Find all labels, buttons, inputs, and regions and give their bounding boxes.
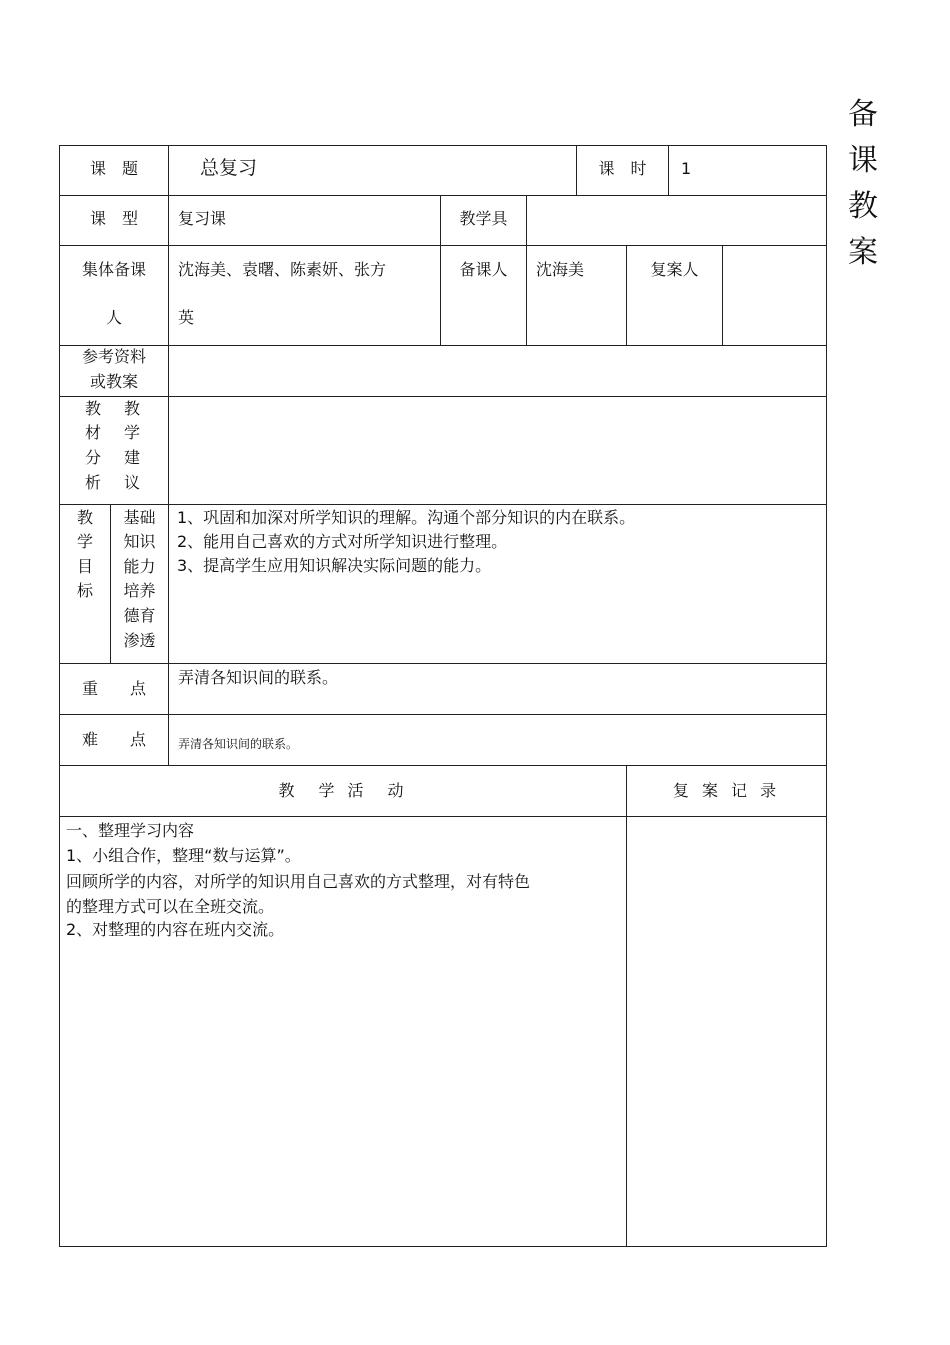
table-border (626, 765, 627, 1247)
table-border (59, 195, 827, 196)
review-record-header: 复 案 记 录 (672, 781, 781, 800)
table-border (722, 245, 723, 345)
suggestion-label: 教 (123, 399, 140, 418)
table-border (668, 145, 669, 195)
goals-label: 标 (76, 581, 93, 600)
activity-line: 1、小组合作，整理“数与运算”。 (66, 846, 301, 865)
goals-sublabel: 能力 (123, 557, 156, 576)
suggestion-label: 建 (123, 448, 140, 467)
type-label: 课 型 (89, 209, 138, 228)
analysis-label: 分 (84, 448, 101, 467)
topic-value: 总复习 (200, 157, 258, 179)
goals-sublabel: 基础 (123, 508, 156, 527)
table-border (168, 145, 169, 765)
activities-header: 教 学 活 动 (278, 781, 408, 800)
activity-line: 的整理方式可以在全班交流。 (66, 897, 275, 916)
goals-sublabel: 德育 (123, 606, 156, 625)
goals-sublabel: 培养 (123, 581, 156, 600)
analysis-label: 教 (84, 399, 101, 418)
table-border (826, 145, 827, 1247)
reference-label: 或教案 (89, 372, 138, 391)
goals-sublabel: 知识 (123, 532, 156, 551)
goal-item: 1、巩固和加深对所学知识的理解。沟通个部分知识的内在联系。 (177, 508, 636, 527)
analysis-label: 材 (84, 423, 101, 442)
preparer-value: 沈海美 (536, 260, 585, 279)
table-border (59, 714, 827, 715)
reviewer-label: 复案人 (650, 260, 699, 279)
table-border (59, 663, 827, 664)
goals-label: 目 (76, 557, 93, 576)
side-title-char: 案 (848, 235, 878, 270)
goals-label: 学 (76, 532, 93, 551)
table-border (59, 765, 827, 766)
difficulty-value: 弄清各知识间的联系。 (178, 737, 299, 751)
activity-line: 一、整理学习内容 (66, 821, 195, 840)
tools-label: 教学具 (459, 209, 508, 228)
table-border (59, 245, 827, 246)
group-members: 沈海美、袁曙、陈素妍、张方 (178, 260, 387, 279)
goals-sublabel: 渗透 (123, 631, 156, 650)
difficulty-label: 难 点 (81, 730, 146, 749)
table-border (59, 504, 827, 505)
suggestion-label: 议 (123, 473, 140, 492)
table-border (59, 145, 827, 146)
side-title-char: 课 (848, 143, 878, 178)
table-border (59, 345, 827, 346)
hours-label: 课 时 (598, 159, 647, 178)
type-value: 复习课 (178, 209, 227, 228)
key-point-value: 弄清各知识间的联系。 (178, 668, 339, 687)
table-border (59, 816, 827, 817)
preparer-label: 备课人 (459, 260, 508, 279)
activity-line: 2、对整理的内容在班内交流。 (66, 920, 285, 939)
side-title-char: 备 (848, 97, 878, 132)
reference-label: 参考资料 (81, 347, 146, 366)
goal-item: 2、能用自己喜欢的方式对所学知识进行整理。 (177, 532, 508, 551)
group-label: 集体备课 (81, 260, 146, 279)
table-border (59, 1246, 827, 1247)
table-border (526, 195, 527, 345)
topic-label: 课 题 (89, 159, 138, 178)
group-label: 人 (105, 308, 122, 327)
table-border (59, 396, 827, 397)
activity-line: 回顾所学的内容，对所学的知识用自己喜欢的方式整理，对有特色 (66, 872, 531, 891)
goal-item: 3、提高学生应用知识解决实际问题的能力。 (177, 556, 492, 575)
side-title-char: 教 (848, 189, 878, 224)
key-point-label: 重 点 (81, 679, 146, 698)
group-members: 英 (178, 308, 195, 327)
hours-value: 1 (681, 159, 692, 178)
analysis-label: 析 (84, 473, 101, 492)
suggestion-label: 学 (123, 423, 140, 442)
goals-label: 教 (76, 508, 93, 527)
